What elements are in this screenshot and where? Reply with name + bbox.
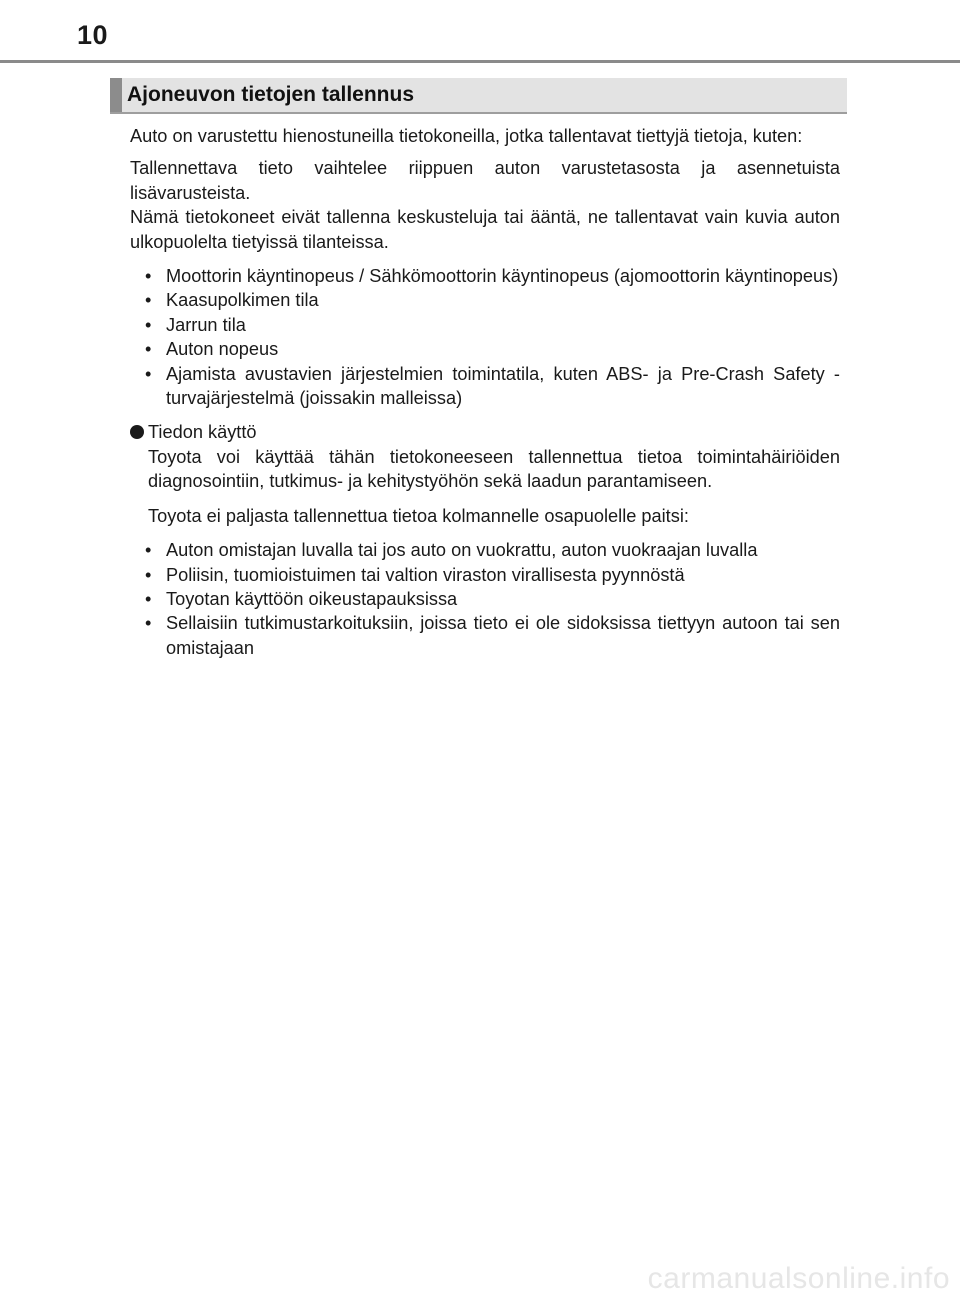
bullet-dot: • [145,314,152,335]
page-content [130,124,840,660]
section-accent-bar [110,78,122,112]
intro-paragraph-1: Auto on varustettu hienostuneilla tietokoneilla, jotka tallentavat tiettyjä tietoja, kuten: [130,126,803,146]
list-item: • Moottorin käyntinopeus / Sähkömoottorin käyntinopeus (ajomoottorin käyntinopeus) [130,264,840,288]
list-item: • Ajamista avustavien järjestelmien toimintatila, kuten ABS- ja Pre-Crash Safety -turvajärjestelmä (joissakin malleissa) [145,363,840,409]
data-usage-paragraph-1: Toyota voi käyttää tähän tietokoneeseen tallennettua tietoa toimintahäiriöiden diagnosointiin, tutkimus- ja kehitystyöhön sekä laadun parantamiseen. [148,446,840,492]
bullet-dot: • [145,588,152,609]
data-usage-paragraph-2: Toyota ei paljasta tallennettua tietoa kolmannelle osapuolelle paitsi: [148,505,689,526]
list-item: • Toyotan käyttöön oikeustapauksissa [130,587,840,611]
header-rule [0,60,960,63]
bullet-dot: • [145,266,152,287]
exceptions-list [130,538,840,660]
recorded-items-list [130,264,840,410]
bullet-dot: • [145,564,152,585]
page-number: 10 [77,20,109,50]
data-usage-body [145,420,840,660]
bullet-dot: • [145,339,152,360]
bullet-dot: • [145,363,152,384]
intro-paragraph-2: Tallennettava tieto vaihtelee riippuen auton varustetasosta ja asennetuista lisävarusteista. [130,158,840,203]
list-item: • Auton omistajan luvalla tai jos auto on vuokrattu, auton vuokraajan luvalla [130,538,840,562]
section-header [110,78,847,114]
list-item: • Jarrun tila [130,313,840,337]
list-item: • Poliisin, tuomioistuimen tai valtion viraston virallisesta pyynnöstä [130,563,840,587]
data-usage-section [130,420,840,660]
filled-circle-icon [130,425,144,439]
bullet-dot: • [145,540,152,561]
section-title: Ajoneuvon tietojen tallennus [127,83,415,106]
intro-paragraph-3: Nämä tietokoneet eivät tallenna keskusteluja tai ääntä, ne tallentavat vain kuvia auton ulkopuolelta tietyissä tilanteissa. [130,207,840,252]
watermark: carmanualsonline.info [647,1262,950,1295]
list-item: • Sellaisiin tutkimustarkoituksiin, joissa tieto ei ole sidoksissa tiettyyn autoon tai sen omistajaan [145,613,840,658]
list-item: • Auton nopeus [130,337,840,361]
bullet-dot: • [145,613,152,634]
bullet-dot: • [145,290,152,311]
list-item: • Kaasupolkimen tila [130,288,840,312]
data-usage-heading: Tiedon käyttö [148,422,257,443]
